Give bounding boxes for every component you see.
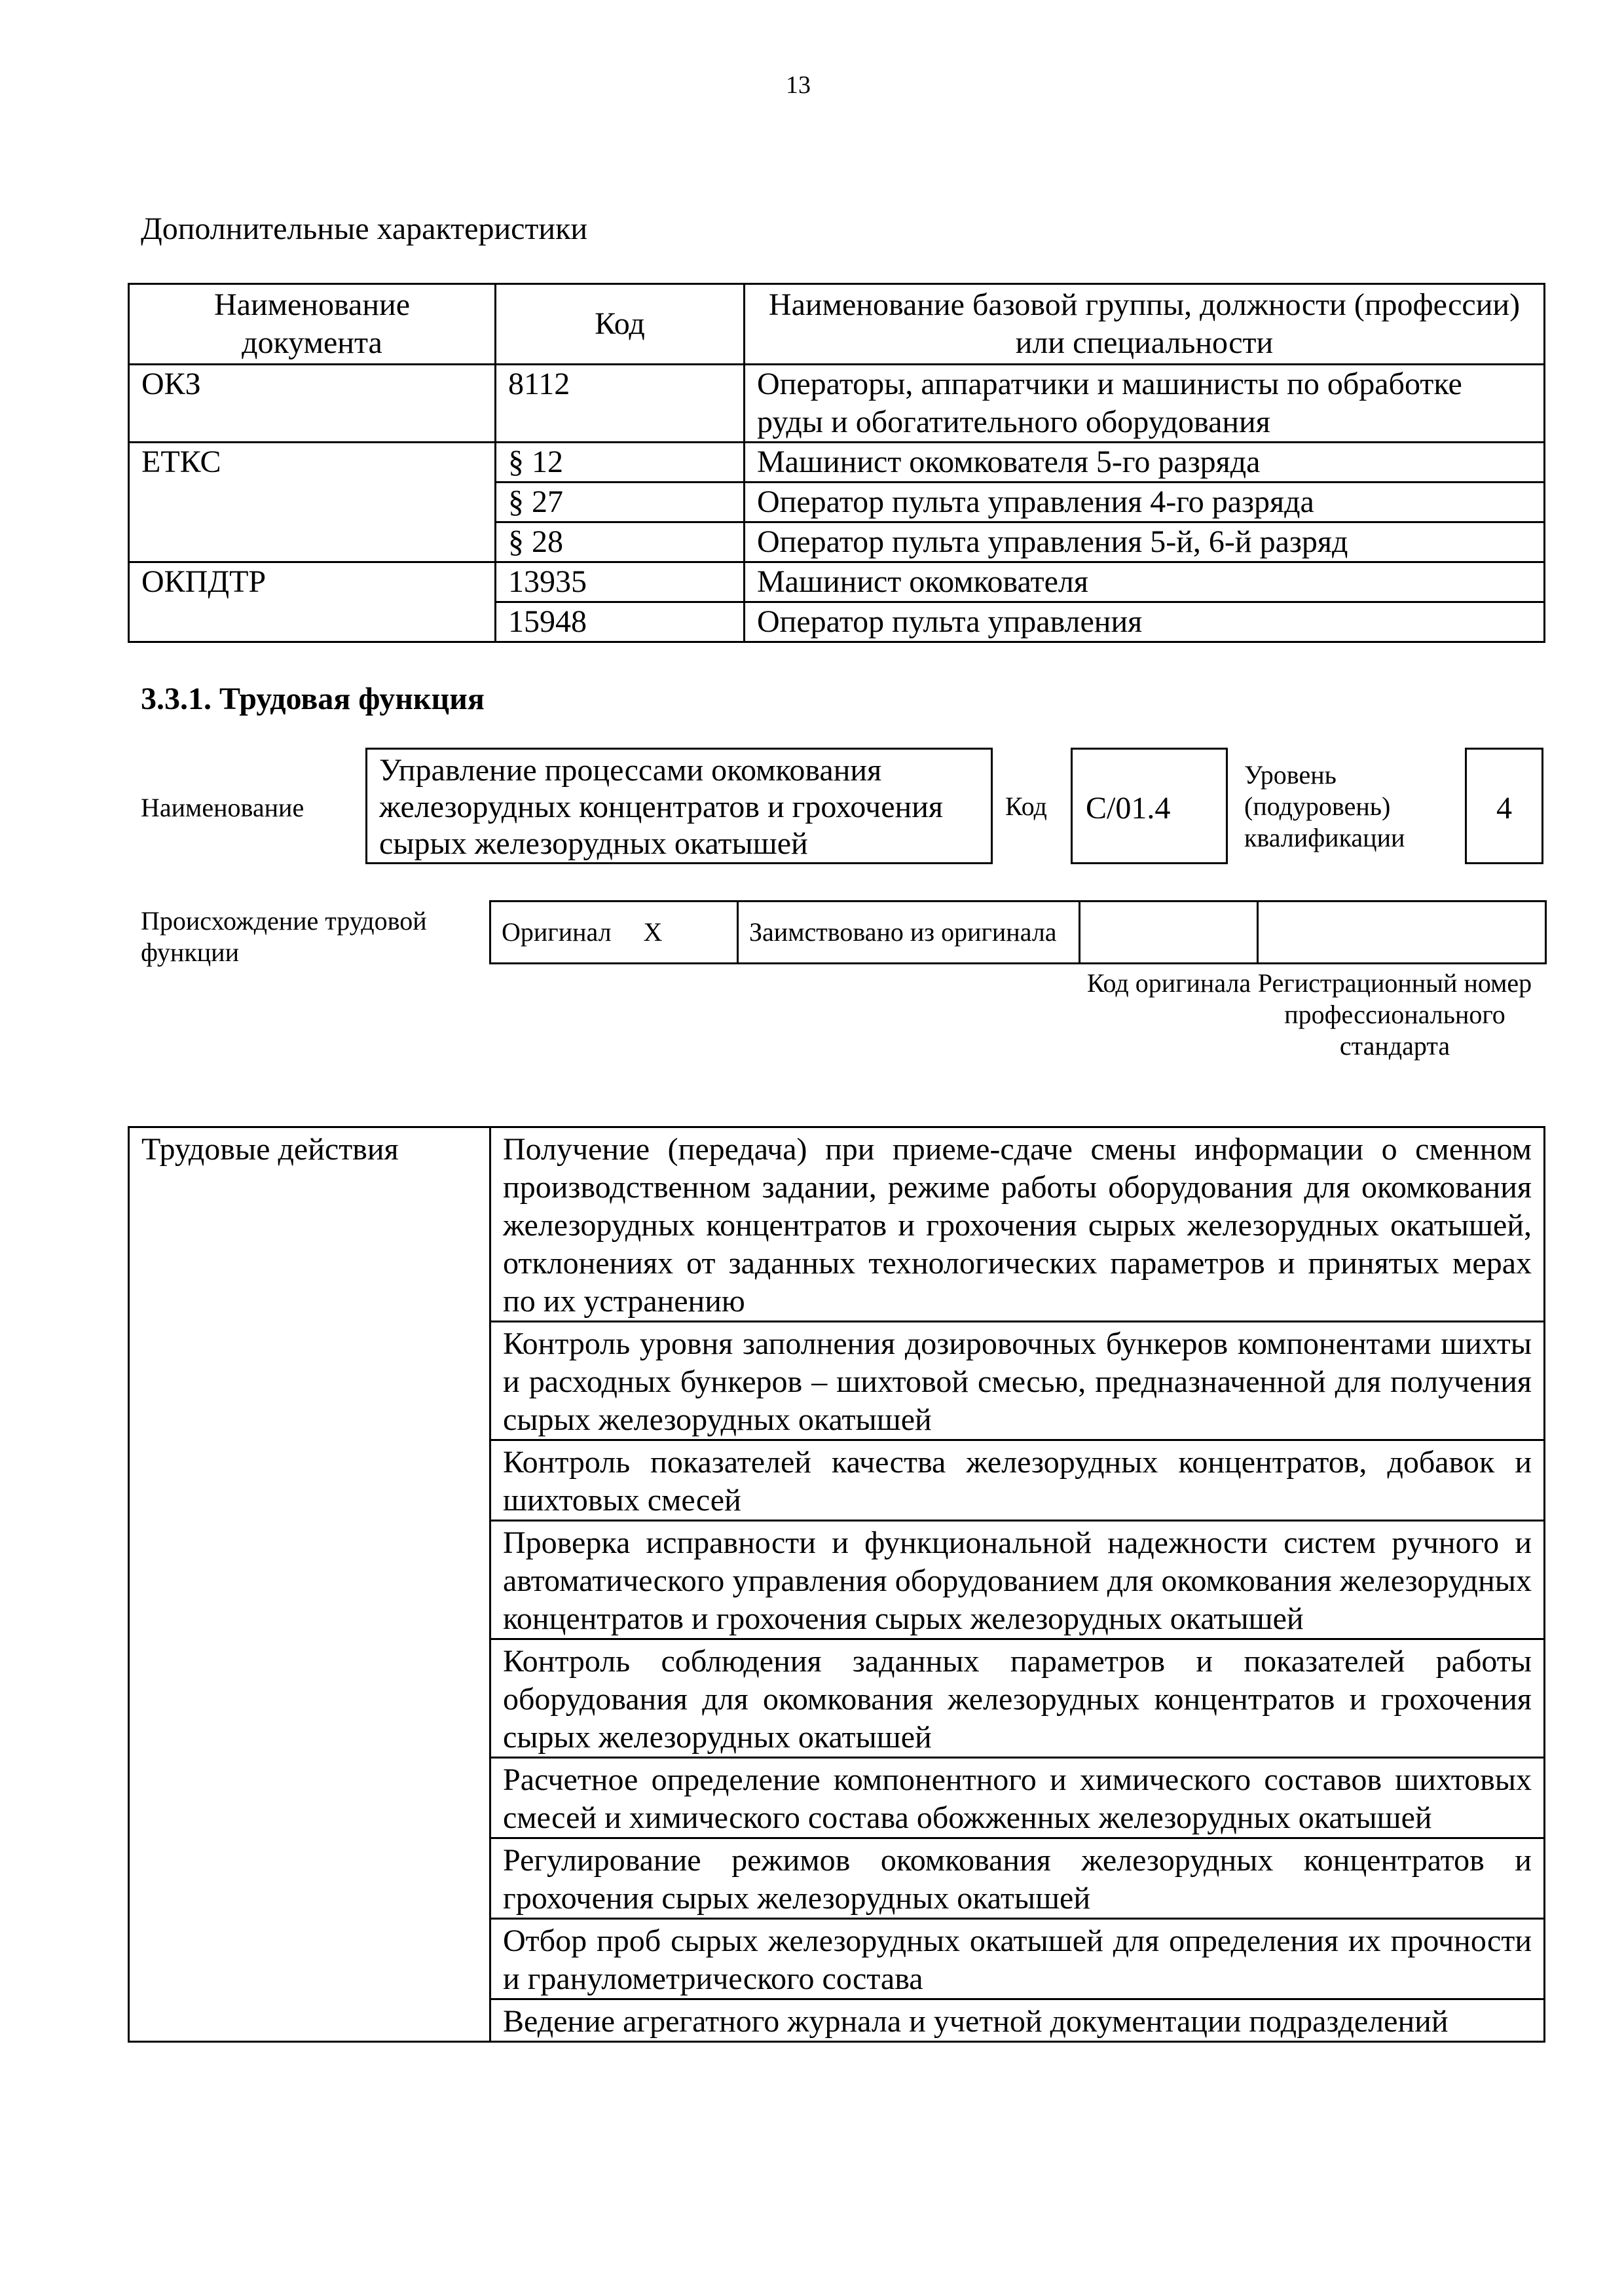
labor-actions-label: Трудовые действия <box>129 1127 490 2042</box>
borrowed-label: Заимствовано из оригинала <box>738 902 1080 964</box>
name-cell: Машинист окомкователя <box>745 562 1545 602</box>
origin-table <box>489 900 1547 964</box>
table-row <box>490 902 1546 964</box>
name-label: Наименование <box>141 793 304 822</box>
header-code: Код <box>496 284 745 365</box>
header-name: Наименование базовой группы, должности (профессии) или специальности <box>745 284 1545 365</box>
doc-cell: ЕТКС <box>129 443 496 483</box>
table-row <box>129 1127 1545 1322</box>
code-cell: 8112 <box>496 365 745 443</box>
original-mark: X <box>633 902 738 964</box>
labor-action-item: Контроль показателей качества железорудных концентратов, добавок и шихтовых смесей <box>490 1440 1545 1521</box>
code-cell: § 12 <box>496 443 745 483</box>
name-cell: Оператор пульта управления 4-го разряда <box>745 483 1545 522</box>
table-row <box>129 483 1545 522</box>
labor-action-item: Контроль соблюдения заданных параметров и показателей работы оборудования для окомкования железорудных концентратов и грохочения сырых железорудных окатышей <box>490 1639 1545 1758</box>
original-label: Оригинал <box>490 902 633 964</box>
level-label: Уровень (подуровень) квалификации <box>1244 760 1405 852</box>
header-doc: Наименование документа <box>129 284 496 365</box>
function-name-value: Управление процессами окомкования железорудных концентратов и грохочения сырых железорудных окатышей <box>365 748 993 864</box>
reg-number-cell <box>1258 902 1546 964</box>
labor-action-item: Контроль уровня заполнения дозировочных бункеров компонентами шихты и расходных бункеров – шихтовой смесью, предназначенной для получения сырых железорудных окатышей <box>490 1322 1545 1440</box>
code-cell: § 28 <box>496 522 745 562</box>
name-cell: Операторы, аппаратчики и машинисты по обработке руды и обогатительного оборудования <box>745 365 1545 443</box>
code-cell: § 27 <box>496 483 745 522</box>
labor-actions-table <box>128 1126 1545 2043</box>
code-original-cell <box>1080 902 1258 964</box>
labor-action-item: Отбор проб сырых железорудных окатышей для определения их прочности и гранулометрического состава <box>490 1919 1545 1999</box>
table-row <box>129 522 1545 562</box>
labor-action-item: Регулирование режимов окомкования железорудных концентратов и грохочения сырых железорудных окатышей <box>490 1838 1545 1919</box>
code-label: Код <box>1005 792 1047 821</box>
name-cell: Оператор пульта управления <box>745 602 1545 642</box>
level-value: 4 <box>1465 748 1543 864</box>
table-header-row <box>129 284 1545 365</box>
section-heading: Дополнительные характеристики <box>141 211 588 246</box>
code-original-label: Код оригинала <box>1086 968 1251 998</box>
name-cell: Оператор пульта управления 5-й, 6-й разряд <box>745 522 1545 562</box>
table-row <box>129 443 1545 483</box>
doc-cell: ОКПДТР <box>129 562 496 602</box>
table-row <box>129 602 1545 642</box>
name-cell: Машинист окомкователя 5-го разряда <box>745 443 1545 483</box>
labor-action-item: Ведение агрегатного журнала и учетной документации подразделений <box>490 1999 1545 2042</box>
characteristics-table <box>128 283 1545 643</box>
table-row <box>129 562 1545 602</box>
page-number: 13 <box>786 71 811 99</box>
labor-action-item: Получение (передача) при приеме-сдаче смены информации о сменном производственном задании, режиме работы оборудования для окомкования железорудных концентратов и грохочения сырых железорудных окатышей, отклонениях от заданных технологических параметров и принятых мерах по их устранению <box>490 1127 1545 1322</box>
code-cell: 15948 <box>496 602 745 642</box>
reg-number-label: Регистрационный номер профессионального стандарта <box>1257 968 1532 1061</box>
labor-action-item: Проверка исправности и функциональной надежности систем ручного и автоматического управления оборудованием для окомкования железорудных концентратов и грохочения сырых железорудных окатышей <box>490 1521 1545 1639</box>
table-row <box>129 365 1545 443</box>
doc-cell: ОКЗ <box>129 365 496 443</box>
labor-action-item: Расчетное определение компонентного и химического составов шихтовых смесей и химического состава обожженных железорудных окатышей <box>490 1758 1545 1838</box>
labor-function-title: 3.3.1. Трудовая функция <box>141 682 485 716</box>
function-code-value: C/01.4 <box>1071 748 1228 864</box>
origin-label: Происхождение трудовой функции <box>141 906 427 967</box>
code-cell: 13935 <box>496 562 745 602</box>
